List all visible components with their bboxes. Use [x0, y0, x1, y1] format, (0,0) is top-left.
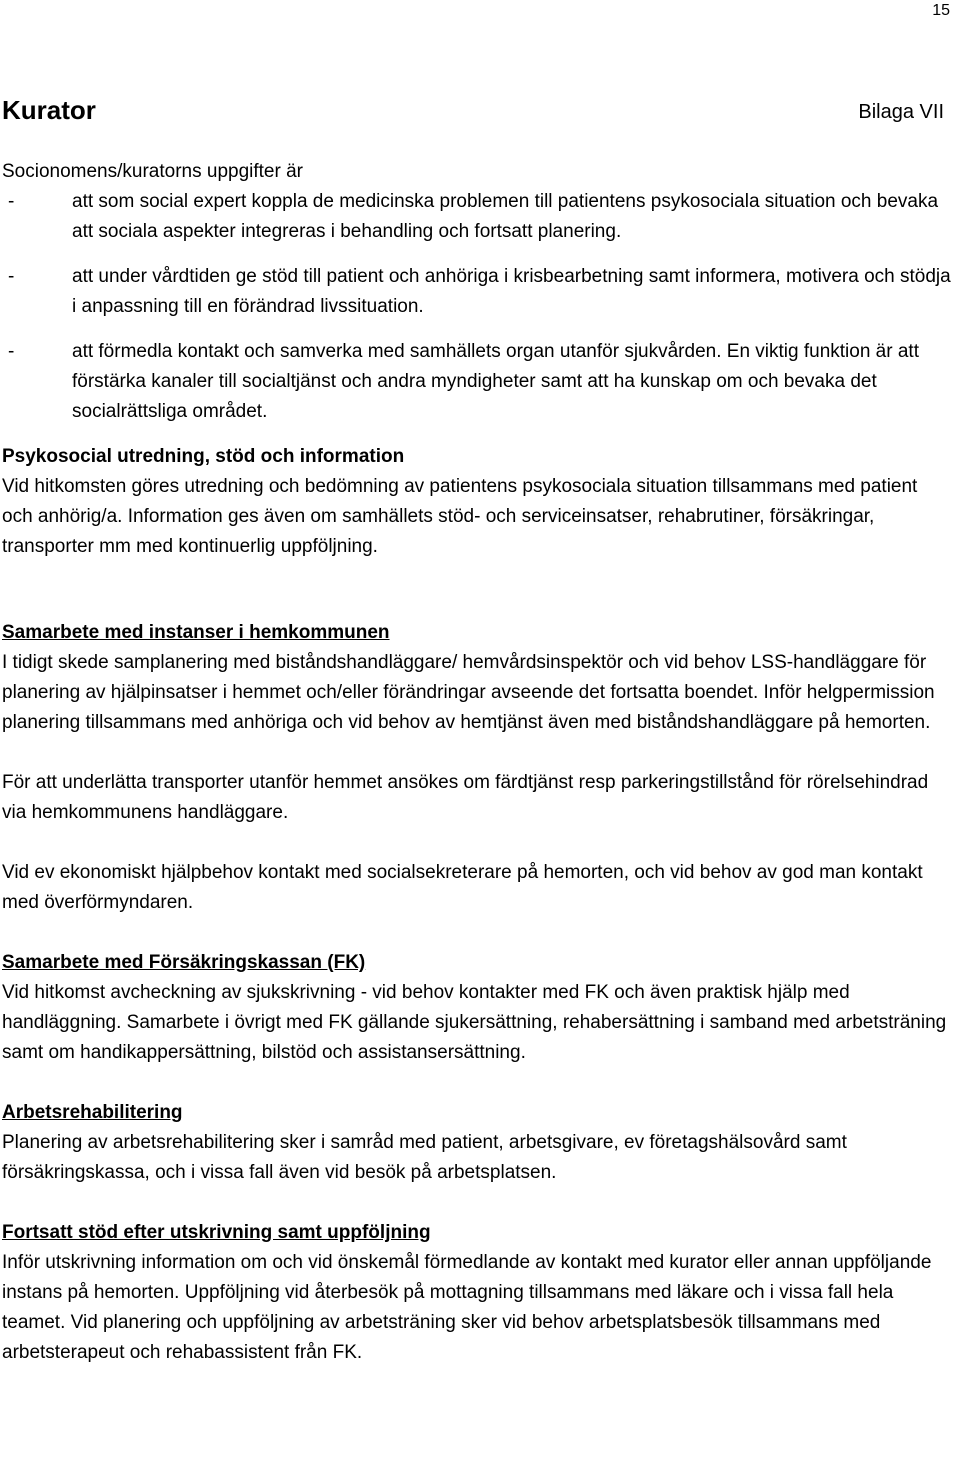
- section-heading-fk: Samarbete med Försäkringskassan (FK): [2, 952, 366, 973]
- section-paragraph: Vid ev ekonomiskt hjälpbehov kontakt med socialsekreterare på hemorten, och vid behov av god man kontakt med överförmyndaren.: [2, 862, 923, 913]
- section-paragraph: Vid hitkomst avcheckning av sjukskrivning - vid behov kontakter med FK och även praktisk hjälp med handläggning. Samarbete i övrigt med FK gällande sjukersättning, rehabersättning i samband med arbetsträning samt om handikappersättning, bilstöd och assistansersättning.: [2, 982, 947, 1063]
- bullet-text: att förmedla kontakt och samverka med samhällets organ utanför sjukvården. En viktig funktion är att förstärka kanaler till socialtjänst och andra myndigheter samt att ha kunskap om och bevaka det socialrättsliga området.: [72, 341, 919, 422]
- page-title: Kurator: [2, 95, 96, 125]
- section-paragraph: För att underlätta transporter utanför hemmet ansökes om färdtjänst resp parkeringstillstånd för rörelsehindrad via hemkommunens handläggare.: [2, 772, 929, 823]
- section-heading-uppfoljning: Fortsatt stöd efter utskrivning samt uppföljning: [2, 1222, 431, 1243]
- bullet-item: [2, 262, 952, 322]
- bullet-text: att som social expert koppla de medicinska problemen till patientens psykosociala situation och bevaka att sociala aspekter integreras i behandling och fortsatt planering.: [72, 191, 939, 242]
- document-body: [2, 157, 952, 1368]
- section-heading-psykosocial: Psykosocial utredning, stöd och information: [2, 446, 405, 467]
- section-heading-arbetsrehab: Arbetsrehabilitering: [2, 1102, 183, 1123]
- page-number: 15: [932, 2, 950, 19]
- section-paragraph: I tidigt skede samplanering med biståndshandläggare/ hemvårdsinspektör och vid behov LSS-handläggare för planering av hjälpinsatser i hemmet och/eller förändringar avseende det fortsatta boendet. Inför helgpermission planering tillsammans med anhöriga och vid behov av hemtjänst även med biståndshandläggare på hemorten.: [2, 652, 935, 733]
- bullet-item: [2, 187, 952, 247]
- section-paragraph: Inför utskrivning information om och vid önskemål förmedlande av kontakt med kurator eller annan uppföljande instans på hemorten. Uppföljning vid återbesök på mottagning tillsammans med läkare och i vissa fall hela teamet. Vid planering och uppföljning av arbetsträning sker vid behov arbetsplatsbesök tillsammans med arbetsterapeut och rehabassistent från FK.: [2, 1252, 932, 1363]
- appendix-label: Bilaga VII: [858, 101, 944, 123]
- section-heading-hemkommun: Samarbete med instanser i hemkommunen: [2, 622, 390, 643]
- bullet-text: att under vårdtiden ge stöd till patient och anhöriga i krisbearbetning samt informera, motivera och stödja i anpassning till en förändrad livssituation.: [72, 266, 951, 317]
- section-paragraph: Vid hitkomsten göres utredning och bedömning av patientens psykosociala situation tillsammans med patient och anhörig/a. Information ges även om samhällets stöd- och serviceinsatser, rehabrutiner, försäkringar, transporter mm med kontinuerlig uppföljning.: [2, 476, 918, 557]
- bullet-dash: -: [8, 266, 15, 287]
- bullet-item: [2, 337, 952, 427]
- intro-text: Socionomens/kuratorns uppgifter är: [2, 161, 303, 182]
- section-paragraph: Planering av arbetsrehabilitering sker i samråd med patient, arbetsgivare, ev företagshälsovård samt försäkringskassa, och i vissa fall även vid besök på arbetsplatsen.: [2, 1132, 847, 1183]
- bullet-dash: -: [8, 191, 15, 212]
- bullet-dash: -: [8, 341, 15, 362]
